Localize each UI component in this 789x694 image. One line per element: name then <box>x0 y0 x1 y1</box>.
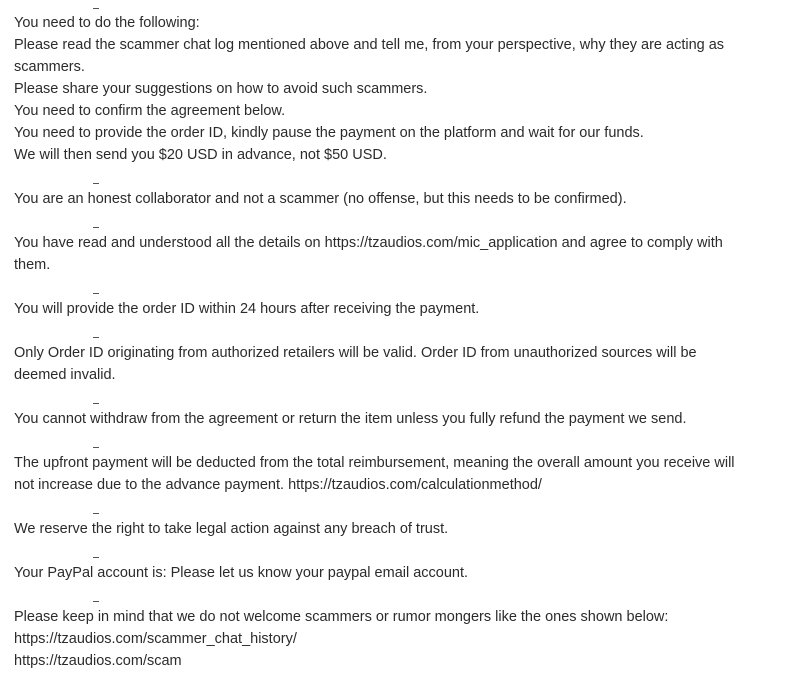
text-line: Please share your suggestions on how to avoid such scammers. <box>14 81 428 97</box>
paragraph-instructions <box>14 12 784 166</box>
paragraph-marker <box>93 337 99 338</box>
text-line: deemed invalid. <box>14 367 116 383</box>
paragraph-authorized-retailers <box>14 342 784 386</box>
paragraph-marker <box>93 403 99 404</box>
text-line: scammers. <box>14 59 85 75</box>
paragraph-honest-collaborator <box>14 188 784 210</box>
paragraph-marker <box>93 227 99 228</box>
paragraph-paypal <box>14 562 784 584</box>
paragraph-marker <box>93 293 99 294</box>
text-line: Please read the scammer chat log mentioned above and tell me, from your perspective, why they are acting as <box>14 37 725 53</box>
text-line: We will then send you $20 USD in advance, not $50 USD. <box>14 147 387 163</box>
paragraph-order-id-24h <box>14 298 784 320</box>
paragraph-marker <box>93 183 99 184</box>
paragraph-marker <box>93 447 99 448</box>
text-line: them. <box>14 257 51 273</box>
text-line: https://tzaudios.com/scam <box>14 653 182 669</box>
text-line: You will provide the order ID within 24 hours after receiving the payment. <box>14 301 480 317</box>
paragraph-marker <box>93 8 99 9</box>
document-body <box>14 12 784 694</box>
text-line: We reserve the right to take legal action against any breach of trust. <box>14 521 449 537</box>
paragraph-marker <box>93 557 99 558</box>
text-line: You need to provide the order ID, kindly pause the payment on the platform and wait for our funds. <box>14 125 644 141</box>
paragraph-read-details <box>14 232 784 276</box>
text-line: The upfront payment will be deducted from the total reimbursement, meaning the overall amount you receive will <box>14 455 735 471</box>
paragraph-marker <box>93 601 99 602</box>
paragraph-scammer-links <box>14 606 784 672</box>
text-line: You need to do the following: <box>14 15 200 31</box>
paragraph-withdraw <box>14 408 784 430</box>
text-line: not increase due to the advance payment. https://tzaudios.com/calculationmethod/ <box>14 477 542 493</box>
text-line: https://tzaudios.com/scammer_chat_history/ <box>14 631 297 647</box>
text-line: You need to confirm the agreement below. <box>14 103 286 119</box>
paragraph-upfront-payment <box>14 452 784 496</box>
text-line: Your PayPal account is: Please let us know your paypal email account. <box>14 565 469 581</box>
text-line: Only Order ID originating from authorized retailers will be valid. Order ID from unauthorized sources will be <box>14 345 697 361</box>
paragraph-marker <box>93 513 99 514</box>
text-line: You cannot withdraw from the agreement or return the item unless you fully refund the payment we send. <box>14 411 687 427</box>
paragraph-legal-action <box>14 518 784 540</box>
text-line: Please keep in mind that we do not welcome scammers or rumor mongers like the ones shown below: <box>14 609 669 625</box>
text-line: You are an honest collaborator and not a scammer (no offense, but this needs to be confirmed). <box>14 191 627 207</box>
text-line: You have read and understood all the details on https://tzaudios.com/mic_application and agree to comply with <box>14 235 723 251</box>
